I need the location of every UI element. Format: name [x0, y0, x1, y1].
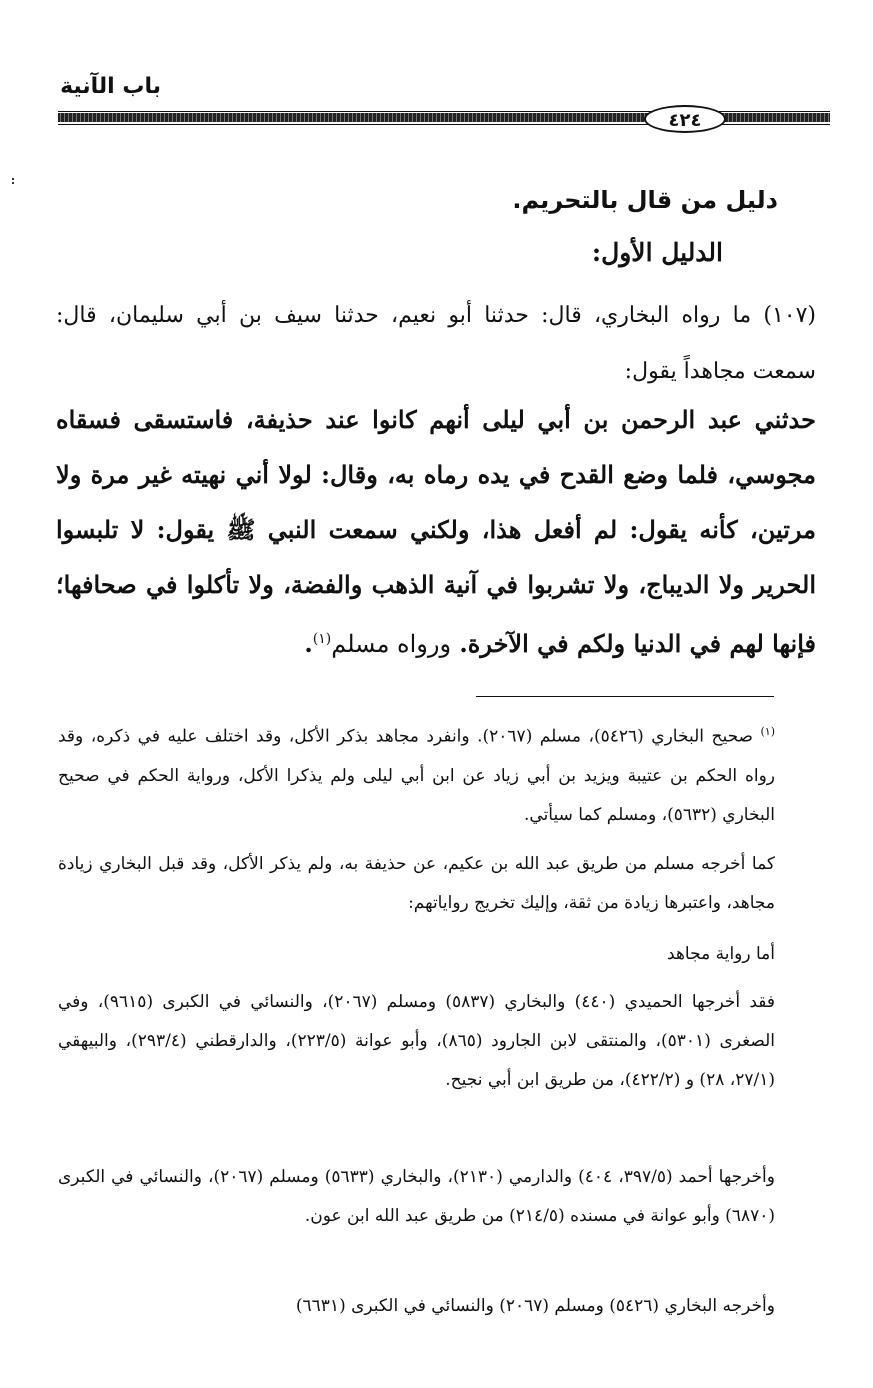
- footnote-ref: (١): [312, 631, 332, 647]
- hadith-trailer: ورواه مسلم: [331, 630, 452, 658]
- footnote-paragraph: وأخرجه البخاري (٥٤٢٦) ومسلم (٢٠٦٧) والنسائي في الكبرى (٦٦٣١): [295, 1296, 775, 1316]
- footnote-paragraph: كما أخرجه مسلم من طريق عبد الله بن عكيم، عن حذيفة به، ولم يذكر الأكل، وقد قبل البخاري زيادة مجاهد، واعتبرها زيادة من ثقة، وإليك تخريج رواياتهم:: [58, 854, 775, 913]
- footnote-paragraph: أما رواية مجاهد: [667, 944, 775, 964]
- subheading: الدليل الأول:: [591, 238, 723, 267]
- footnote-paragraph: وأخرجها أحمد (٣٩٧/٥، ٤٠٤) والدارمي (٢١٣٠)، والبخاري (٥٦٣٣) ومسلم (٢٠٦٧)، والنسائي في الكبرى (٦٨٧٠) وأبو عوانة في مسنده (٢١٤/٥) من طريق عبد الله ابن عون.: [58, 1167, 775, 1226]
- hadith-paragraph: حدثني عبد الرحمن بن أبي ليلى أنهم كانوا عند حذيفة، فاستسقى فسقاه مجوسي، فلما وضع القدح في يده رماه به، وقال: لولا أني نهيته غير مرة ولا مرتين، كأنه يقول: لم أفعل هذا، ولكني سمعت النبي ﷺ يقول: لا تلبسوا الحرير ولا الديباج، ولا تشربوا في آنية الذهب والفضة، ولا تأكلوا في صحافها؛ فإنها لهم في الدنيا ولكم في الآخرة. ورواه مسلم$^{(١)}$.: [56, 405, 816, 658]
- footnote-marker: (١): [760, 725, 776, 738]
- running-head: باب الآنية: [60, 74, 161, 99]
- footnote-paragraph: فقد أخرجها الحميدي (٤٤٠) والبخاري (٥٨٣٧) ومسلم (٢٠٦٧)، والنسائي في الكبرى (٩٦١٥)، وفي الصغرى (٥٣٠١)، والمنتقى لابن الجارود (٨٦٥)، وأبو عوانة (٢٢٣/٥)، والدارقطني (٢٩٣/٤)، والبيهقي (٢٧/١، ٢٨) و (٤٢٢/٢)، من طريق ابن أبي نجيح.: [58, 992, 776, 1090]
- footnote-text: صحيح البخاري (٥٤٢٦)، مسلم (٢٠٦٧). وانفرد مجاهد بذكر الأكل، وقد اختلف عليه في ذكره، وقد رواه الحكم بن عتيبة ويزيد بن أبي زياد عن ابن أبي ليلى ولم يذكرا الأكل، ورواية الحكم في صحيح البخاري (٥٦٣٢)، ومسلم كما سيأتي.: [58, 726, 775, 825]
- page-number: ٤٢٤: [644, 105, 726, 133]
- margin-mark: [8, 178, 14, 184]
- header-rule: [58, 108, 830, 130]
- isnad-paragraph: (١٠٧) ما رواه البخاري، قال: حدثنا أبو نعيم، حدثنا سيف بن أبي سليمان، قال: سمعت مجاهداً يقول:: [56, 303, 816, 384]
- section-heading: دليل من قال بالتحريم.: [512, 186, 778, 214]
- footnote-separator: [476, 696, 774, 697]
- hadith-text: حدثني عبد الرحمن بن أبي ليلى أنهم كانوا عند حذيفة، فاستسقى فسقاه مجوسي، فلما وضع القدح في يده رماه به، وقال: لولا أني نهيته غير مرة ولا مرتين، كأنه يقول: لم أفعل هذا، ولكني سمعت النبي ﷺ يقول: لا تلبسوا الحرير ولا الديباج، ولا تشربوا في آنية الذهب والفضة، ولا تأكلوا في صحافها؛ فإنها لهم في الدنيا ولكم في الآخرة.: [56, 405, 816, 658]
- footnote-1: [58, 712, 775, 835]
